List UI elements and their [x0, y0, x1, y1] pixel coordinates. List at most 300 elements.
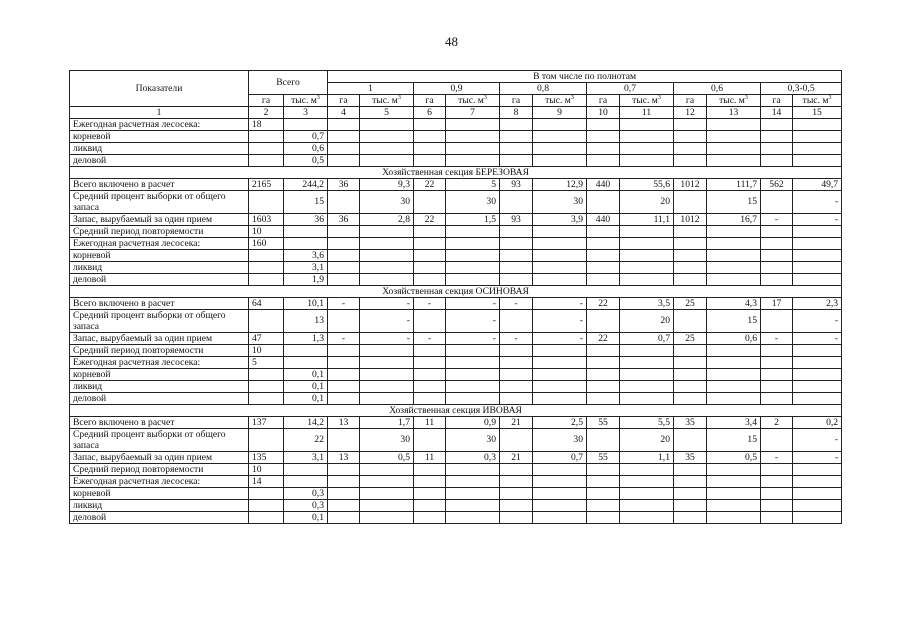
table-row — [70, 298, 842, 310]
table-row — [70, 333, 842, 345]
table-cell — [761, 488, 793, 500]
table-cell — [587, 476, 620, 488]
table-cell — [446, 226, 500, 238]
table-cell — [328, 238, 360, 250]
table-cell — [707, 464, 761, 476]
table-cell: 160 — [249, 238, 284, 250]
table-cell: - — [414, 298, 446, 310]
table-cell: 1,7 — [360, 417, 414, 429]
table-cell: 20 — [620, 191, 674, 214]
table-cell — [674, 191, 707, 214]
table-cell — [500, 476, 533, 488]
table-cell: - — [328, 298, 360, 310]
table-cell — [360, 262, 414, 274]
table-cell: 2,5 — [533, 417, 587, 429]
table-cell — [674, 488, 707, 500]
table-cell — [249, 512, 284, 524]
table-row — [70, 143, 842, 155]
row-label: деловой — [70, 274, 249, 286]
table-cell — [707, 226, 761, 238]
table-cell — [360, 488, 414, 500]
table-cell — [500, 310, 533, 333]
table-cell: 14 — [249, 476, 284, 488]
table-cell — [414, 191, 446, 214]
table-cell: 3,4 — [707, 417, 761, 429]
table-cell — [587, 191, 620, 214]
table-cell: 0,3 — [446, 452, 500, 464]
table-cell: 21 — [500, 417, 533, 429]
row-label: ликвид — [70, 381, 249, 393]
table-cell — [620, 119, 674, 131]
table-cell: 1,1 — [620, 452, 674, 464]
table-cell — [533, 476, 587, 488]
row-label: Средний процент выборки от общего запаса — [70, 191, 249, 214]
header-unit-volume — [533, 95, 587, 107]
table-cell: 14,2 — [284, 417, 328, 429]
table-cell — [328, 393, 360, 405]
row-label: корневой — [70, 131, 249, 143]
table-cell — [793, 357, 842, 369]
table-cell — [620, 476, 674, 488]
section-header-row — [70, 167, 842, 179]
table-cell — [674, 131, 707, 143]
table-cell — [620, 155, 674, 167]
header-density: 0,8 — [500, 83, 587, 95]
table-cell: - — [793, 333, 842, 345]
table-cell — [761, 238, 793, 250]
table-cell: 22 — [587, 298, 620, 310]
table-row — [70, 131, 842, 143]
column-number: 15 — [793, 107, 842, 119]
page-number: 48 — [445, 34, 458, 49]
table-row — [70, 310, 842, 333]
table-cell — [500, 429, 533, 452]
table-cell — [674, 310, 707, 333]
table-cell — [414, 381, 446, 393]
table-cell — [761, 476, 793, 488]
table-row — [70, 191, 842, 214]
table-cell: 10,1 — [284, 298, 328, 310]
table-cell — [761, 119, 793, 131]
table-cell — [328, 155, 360, 167]
table-cell — [587, 393, 620, 405]
table-cell — [328, 191, 360, 214]
table-cell: 2 — [761, 417, 793, 429]
table-cell — [533, 119, 587, 131]
table-cell — [360, 381, 414, 393]
table-row — [70, 250, 842, 262]
table-cell — [587, 262, 620, 274]
table-cell — [761, 310, 793, 333]
table-cell: 11 — [414, 417, 446, 429]
table-cell — [674, 226, 707, 238]
table-cell — [793, 464, 842, 476]
table-cell — [587, 155, 620, 167]
table-cell — [620, 274, 674, 286]
table-cell — [500, 191, 533, 214]
table-cell — [793, 345, 842, 357]
table-cell: 20 — [620, 429, 674, 452]
table-cell — [360, 143, 414, 155]
table-cell — [500, 274, 533, 286]
table-cell — [587, 131, 620, 143]
unit-volume-sup: 3 — [828, 94, 832, 101]
table-cell — [360, 274, 414, 286]
table-cell — [500, 119, 533, 131]
table-cell — [328, 119, 360, 131]
table-cell — [707, 238, 761, 250]
section-title: Хозяйственная секция ОСИНОВАЯ — [70, 286, 842, 298]
table-cell — [620, 131, 674, 143]
table-cell — [284, 119, 328, 131]
table-cell — [674, 381, 707, 393]
table-cell — [587, 250, 620, 262]
table-cell — [500, 345, 533, 357]
unit-volume-text: тыс. м — [632, 94, 658, 106]
row-label: Запас, вырубаемый за один прием — [70, 452, 249, 464]
table-cell: - — [793, 191, 842, 214]
table-cell: 5 — [249, 357, 284, 369]
table-cell — [414, 476, 446, 488]
table-cell — [533, 500, 587, 512]
table-cell: 0,7 — [533, 452, 587, 464]
table-cell — [500, 393, 533, 405]
column-number: 3 — [284, 107, 328, 119]
table-cell — [587, 143, 620, 155]
table-cell — [620, 369, 674, 381]
column-number: 14 — [761, 107, 793, 119]
table-cell — [620, 500, 674, 512]
table-cell: 3,1 — [284, 452, 328, 464]
table-cell — [533, 143, 587, 155]
table-cell: 562 — [761, 179, 793, 191]
row-label: Средний процент выборки от общего запаса — [70, 310, 249, 333]
table-row — [70, 417, 842, 429]
table-cell — [500, 226, 533, 238]
table-cell: - — [446, 298, 500, 310]
table-row — [70, 345, 842, 357]
table-cell — [674, 345, 707, 357]
table-cell — [587, 512, 620, 524]
table-cell: 55,6 — [620, 179, 674, 191]
table-cell: 5 — [446, 179, 500, 191]
table-cell — [761, 381, 793, 393]
table-cell: 16,7 — [707, 214, 761, 226]
table-cell — [793, 238, 842, 250]
table-cell — [587, 119, 620, 131]
column-number: 2 — [249, 107, 284, 119]
table-cell: 11,1 — [620, 214, 674, 226]
table-cell: 0,5 — [360, 452, 414, 464]
table-cell — [793, 369, 842, 381]
table-cell — [587, 357, 620, 369]
table-cell — [620, 345, 674, 357]
table-cell — [707, 369, 761, 381]
table-cell — [328, 429, 360, 452]
table-cell: 22 — [284, 429, 328, 452]
table-cell — [674, 250, 707, 262]
table-cell — [414, 250, 446, 262]
table-cell — [674, 476, 707, 488]
table-cell — [620, 393, 674, 405]
table-cell — [500, 262, 533, 274]
table-cell — [414, 131, 446, 143]
row-label: Запас, вырубаемый за один прием — [70, 333, 249, 345]
table-cell: 3,6 — [284, 250, 328, 262]
table-cell — [761, 131, 793, 143]
table-cell — [674, 464, 707, 476]
table-cell: 1603 — [249, 214, 284, 226]
table-cell — [793, 155, 842, 167]
table-cell — [328, 476, 360, 488]
table-row — [70, 476, 842, 488]
table-cell: - — [414, 333, 446, 345]
table-cell — [620, 464, 674, 476]
table-cell — [414, 274, 446, 286]
table-cell — [284, 357, 328, 369]
table-cell: 11 — [414, 452, 446, 464]
table-cell — [533, 512, 587, 524]
header-unit-ha: га — [587, 95, 620, 107]
table-cell: - — [793, 310, 842, 333]
row-label: Всего включено в расчет — [70, 298, 249, 310]
table-cell: 21 — [500, 452, 533, 464]
table-cell: 1,5 — [446, 214, 500, 226]
table-cell — [284, 476, 328, 488]
table-cell — [328, 512, 360, 524]
table-cell: - — [793, 214, 842, 226]
table-cell: 5,5 — [620, 417, 674, 429]
table-row — [70, 464, 842, 476]
table-cell — [707, 274, 761, 286]
table-cell: 10 — [249, 226, 284, 238]
table-cell — [446, 155, 500, 167]
table-cell — [328, 357, 360, 369]
table-cell — [446, 119, 500, 131]
table-cell — [533, 381, 587, 393]
table-row — [70, 214, 842, 226]
table-cell: 0,6 — [284, 143, 328, 155]
table-cell — [414, 393, 446, 405]
table-cell — [328, 488, 360, 500]
table-cell — [360, 155, 414, 167]
table-cell: 30 — [533, 429, 587, 452]
table-cell — [328, 369, 360, 381]
table-cell: 244,2 — [284, 179, 328, 191]
table-cell: - — [360, 310, 414, 333]
table-cell: 111,7 — [707, 179, 761, 191]
unit-volume-text: тыс. м — [372, 94, 398, 106]
table-cell: 137 — [249, 417, 284, 429]
table-cell — [761, 429, 793, 452]
table-cell — [446, 345, 500, 357]
table-cell — [446, 262, 500, 274]
table-cell: 135 — [249, 452, 284, 464]
table-cell: 30 — [446, 191, 500, 214]
table-cell — [249, 369, 284, 381]
table-cell — [500, 381, 533, 393]
table-cell — [360, 500, 414, 512]
forest-plan-table — [69, 70, 842, 524]
table-cell — [284, 238, 328, 250]
header-density: 0,7 — [587, 83, 674, 95]
table-cell — [707, 143, 761, 155]
table-cell — [500, 464, 533, 476]
table-cell: 0,1 — [284, 369, 328, 381]
table-cell: 0,9 — [446, 417, 500, 429]
table-cell: 13 — [328, 417, 360, 429]
table-cell: 35 — [674, 452, 707, 464]
table-cell: 15 — [284, 191, 328, 214]
table-cell — [284, 464, 328, 476]
table-cell — [414, 155, 446, 167]
unit-volume-sup: 3 — [744, 94, 748, 101]
table-cell: - — [328, 333, 360, 345]
row-label: ликвид — [70, 262, 249, 274]
row-label: корневой — [70, 369, 249, 381]
table-cell — [360, 250, 414, 262]
table-cell — [707, 476, 761, 488]
header-density: 0,9 — [414, 83, 500, 95]
section-header-row — [70, 286, 842, 298]
table-cell — [793, 143, 842, 155]
table-cell — [674, 393, 707, 405]
table-cell — [360, 512, 414, 524]
table-row — [70, 452, 842, 464]
table-cell — [587, 369, 620, 381]
table-cell — [249, 500, 284, 512]
table-cell — [328, 345, 360, 357]
table-cell — [446, 250, 500, 262]
column-number: 12 — [674, 107, 707, 119]
table-cell — [328, 226, 360, 238]
header-unit-ha: га — [414, 95, 446, 107]
table-cell: 22 — [587, 333, 620, 345]
table-cell — [328, 464, 360, 476]
table-cell — [761, 226, 793, 238]
section-title: Хозяйственная секция ИВОВАЯ — [70, 405, 842, 417]
table-cell — [674, 262, 707, 274]
unit-volume-sup: 3 — [397, 94, 401, 101]
table-cell — [533, 488, 587, 500]
table-cell — [284, 345, 328, 357]
table-row — [70, 119, 842, 131]
table-cell — [360, 476, 414, 488]
table-cell: - — [533, 298, 587, 310]
table-cell — [707, 357, 761, 369]
table-cell — [674, 357, 707, 369]
table-cell — [500, 500, 533, 512]
table-cell: 25 — [674, 298, 707, 310]
row-label: Средний процент выборки от общего запаса — [70, 429, 249, 452]
unit-volume-sup: 3 — [570, 94, 574, 101]
table-cell — [360, 119, 414, 131]
table-cell — [674, 155, 707, 167]
unit-volume-sup: 3 — [483, 94, 487, 101]
table-cell — [533, 131, 587, 143]
table-cell — [793, 488, 842, 500]
table-cell — [446, 464, 500, 476]
table-cell: 20 — [620, 310, 674, 333]
table-cell — [533, 345, 587, 357]
table-row — [70, 500, 842, 512]
table-cell: 36 — [328, 214, 360, 226]
row-label: деловой — [70, 155, 249, 167]
table-cell — [674, 512, 707, 524]
table-cell — [414, 512, 446, 524]
table-cell — [414, 226, 446, 238]
row-label: корневой — [70, 488, 249, 500]
table-cell — [793, 226, 842, 238]
table-cell — [500, 155, 533, 167]
table-cell — [328, 131, 360, 143]
table-cell — [249, 191, 284, 214]
table-row — [70, 393, 842, 405]
table-cell — [761, 500, 793, 512]
table-cell — [793, 381, 842, 393]
table-cell — [328, 500, 360, 512]
table-cell: 15 — [707, 310, 761, 333]
table-cell — [707, 262, 761, 274]
table-cell — [587, 345, 620, 357]
table-cell — [793, 250, 842, 262]
table-cell — [707, 512, 761, 524]
unit-volume-sup: 3 — [657, 94, 661, 101]
table-cell: 2165 — [249, 179, 284, 191]
table-cell: 12,9 — [533, 179, 587, 191]
table-cell: 13 — [284, 310, 328, 333]
table-cell: 1,9 — [284, 274, 328, 286]
table-cell: 15 — [707, 429, 761, 452]
table-cell — [761, 357, 793, 369]
table-cell: 3,1 — [284, 262, 328, 274]
table-cell — [533, 250, 587, 262]
table-cell — [414, 262, 446, 274]
table-cell: 0,6 — [707, 333, 761, 345]
table-cell — [360, 131, 414, 143]
table-cell — [249, 310, 284, 333]
table-cell: 64 — [249, 298, 284, 310]
table-cell — [446, 143, 500, 155]
table-cell — [674, 119, 707, 131]
table-cell — [761, 250, 793, 262]
section-header-row — [70, 405, 842, 417]
table-cell — [446, 369, 500, 381]
table-cell — [761, 393, 793, 405]
table-cell: 0,1 — [284, 381, 328, 393]
table-cell: 93 — [500, 214, 533, 226]
table-cell: - — [446, 310, 500, 333]
table-cell: 49,7 — [793, 179, 842, 191]
header-unit-ha: га — [761, 95, 793, 107]
header-density: 0,3-0,5 — [761, 83, 842, 95]
header-unit-ha: га — [249, 95, 284, 107]
table-cell — [414, 238, 446, 250]
table-cell — [446, 131, 500, 143]
table-cell — [360, 464, 414, 476]
table-cell — [707, 381, 761, 393]
table-cell: - — [500, 333, 533, 345]
column-number: 1 — [70, 107, 249, 119]
table-cell: 4,3 — [707, 298, 761, 310]
table-cell — [707, 500, 761, 512]
table-cell — [414, 357, 446, 369]
table-cell — [249, 393, 284, 405]
table-cell: 0,3 — [284, 488, 328, 500]
table-cell — [328, 381, 360, 393]
column-number: 4 — [328, 107, 360, 119]
table-cell: 55 — [587, 417, 620, 429]
